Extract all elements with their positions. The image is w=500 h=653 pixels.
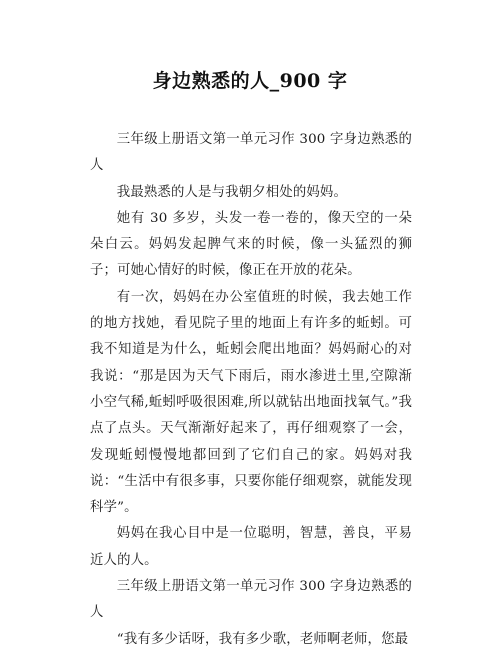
paragraph: 三年级上册语文第一单元习作 300 字身边熟悉的人 [90,132,412,174]
document-title: 身边熟悉的人_900 字 [152,70,348,92]
paragraph: 三年级上册语文第一单元习作 300 字身边熟悉的人 [90,579,412,621]
paragraph: 妈妈在我心目中是一位聪明，智慧，善良，平易近人的人。 [90,526,412,568]
paragraph: 她有 30 多岁，头发一卷一卷的，像天空的一朵朵白云。妈妈发起脾气来的时候，像一头猛烈的狮子；可她心情好的时候，像正在开放的花朵。 [90,210,412,279]
document-body [90,127,412,653]
paragraph: “我有多少话呀，我有多少歌，老师啊老师，您最 [116,631,409,647]
paragraph: 有一次，妈妈在办公室值班的时候，我去她工作的地方找她，看见院子里的地面上有许多的蚯蚓。可我不知道是为什么，蚯蚓会爬出地面？妈妈耐心的对我说：“那是因为天气下雨后，雨水渗进土里,空隙渐小空气稀,蚯蚓呼吸很困难,所以就钻出地面找氧气。”我点了点头。天气渐渐好起来了，再仔细观察了一会，发现蚯蚓慢慢地都回到了它们自己的家。妈妈对我说：“生活中有很多事，只要你能仔细观察，就能发现科学”。 [90,289,412,516]
paragraph: 我最熟悉的人是与我朝夕相处的妈妈。 [116,184,347,200]
